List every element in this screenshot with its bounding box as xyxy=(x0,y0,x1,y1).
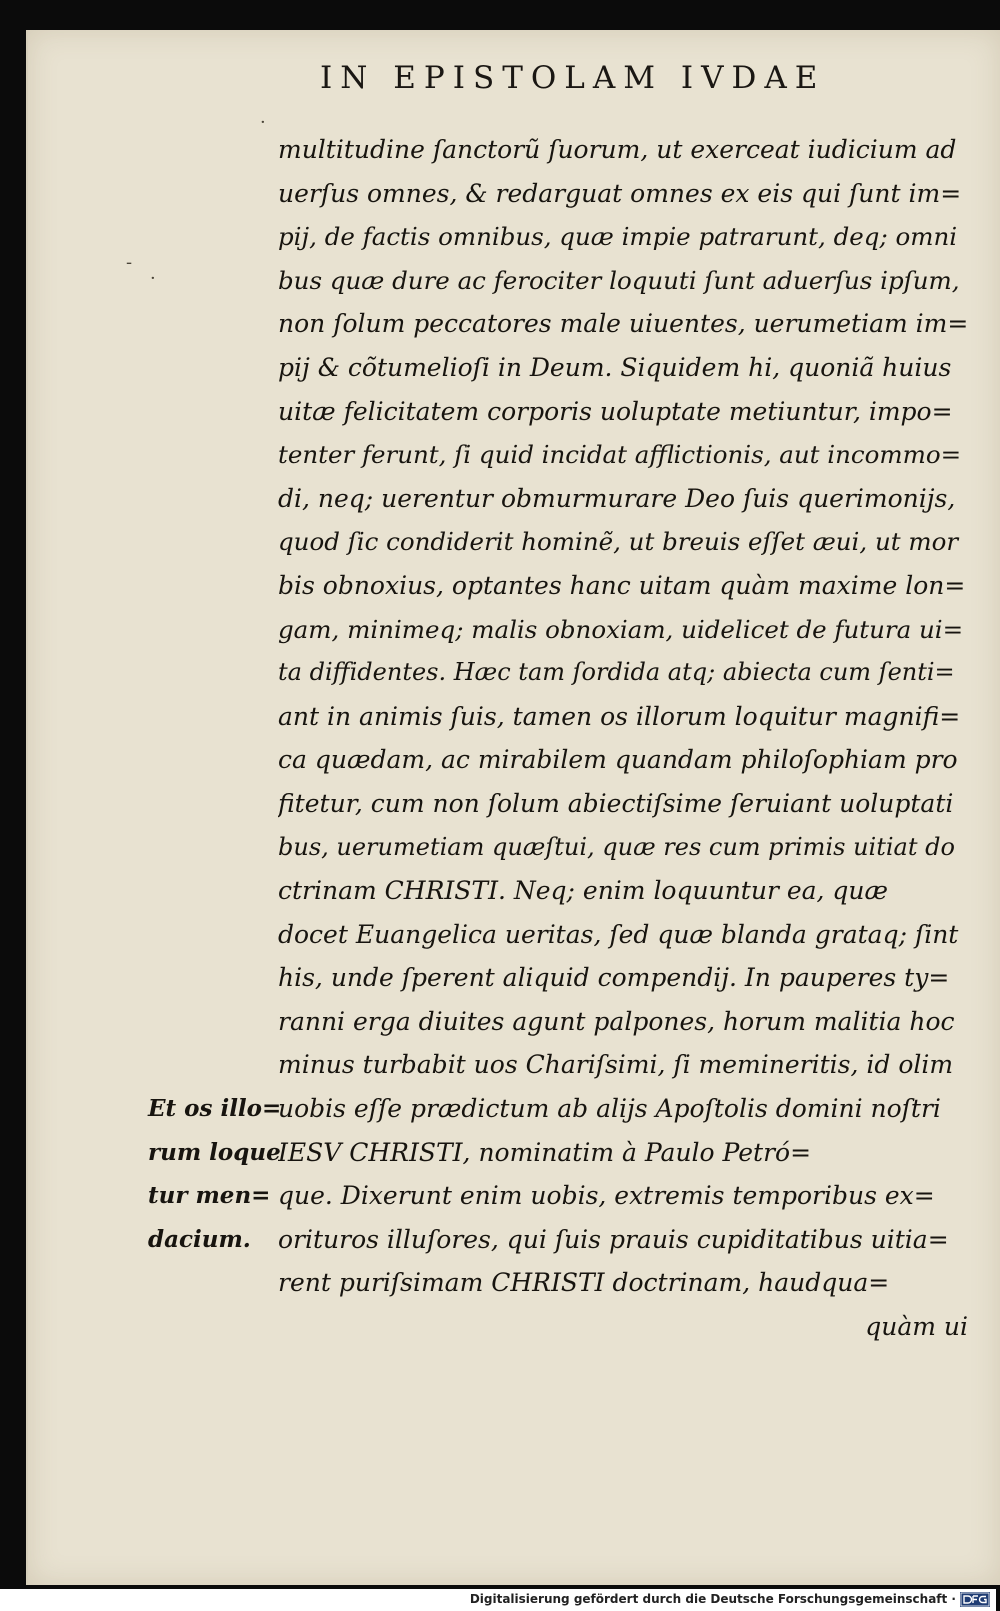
text-line: di, neq; uerentur obmurmurare Deo ſuis querimonijs, xyxy=(278,483,956,513)
text-line: orituros illuſores, qui ſuis prauis cupiditatibus uitia= xyxy=(278,1224,949,1254)
marginal-note xyxy=(148,1087,288,1261)
text-line: bus quæ dure ac ferociter loquuti ſunt aduerſus ipſum, xyxy=(278,265,960,295)
text-line: bis obnoxius, optantes hanc uitam quàm maxime lon= xyxy=(278,570,966,600)
text-line: tenter ferunt, ſi quid incidat afflictionis, aut incommo= xyxy=(278,440,962,470)
marginal-line: tur men= xyxy=(148,1182,271,1210)
text-line: ant in animis ſuis, tamen os illorum loquitur magnifi= xyxy=(278,701,961,731)
dfg-logo-icon xyxy=(960,1592,990,1607)
text-line: non ſolum peccatores male uiuentes, uerumetiam im= xyxy=(278,309,968,339)
funding-credit: Digitalisierung gefördert durch die Deutsche Forschungsgemeinschaft · xyxy=(469,1592,956,1606)
text-line: quod ſic condiderit hominẽ, ut breuis eſſet æui, ut mor xyxy=(278,527,959,557)
text-line: multitudine ſanctorũ ſuorum, ut exerceat iudicium ad xyxy=(278,135,957,164)
text-line: pij, de factis omnibus, quæ impie patrarunt, deq; omni xyxy=(278,222,958,252)
marginal-line: dacium. xyxy=(148,1225,251,1253)
text-line: pij & cõtumelioſi in Deum. Siquidem hi, quoniã huius xyxy=(278,352,952,382)
running-head: IN EPISTOLAM IVDAE xyxy=(320,60,826,96)
text-line: bus, uerumetiam quæſtui, quæ res cum primis uitiat do xyxy=(278,832,955,861)
text-line: ranni erga diuites agunt palpones, horum malitia hoc xyxy=(278,1006,955,1036)
text-line: rent puriſsimam CHRISTI doctrinam, haudqua= xyxy=(278,1268,890,1298)
text-line: que. Dixerunt enim uobis, extremis temporibus ex= xyxy=(278,1181,935,1211)
text-line: docet Euangelica ueritas, ſed quæ blanda grataq; ſint xyxy=(278,919,959,949)
text-line: ctrinam CHRISTI. Neq; enim loquuntur ea, quæ xyxy=(278,876,889,906)
footer-bar xyxy=(0,1589,996,1611)
text-line: uobis eſſe prædictum ab alijs Apoſtolis domini noſtri xyxy=(278,1094,941,1124)
text-block xyxy=(278,128,968,1349)
marginal-line: rum loque xyxy=(148,1138,281,1166)
ink-speck: - xyxy=(126,252,133,273)
ink-speck: · xyxy=(150,268,156,289)
text-line: quàm ui xyxy=(865,1312,968,1342)
text-line: ca quædam, ac mirabilem quandam philoſophiam pro xyxy=(278,745,958,775)
text-line: IESV CHRISTI, nominatim à Paulo Petró= xyxy=(278,1137,812,1167)
text-line: his, unde ſperent aliquid compendij. In pauperes ty= xyxy=(278,963,950,993)
ink-speck: · xyxy=(260,112,266,133)
text-line: gam, minimeq; malis obnoxiam, uidelicet de futura ui= xyxy=(278,614,964,644)
marginal-line: Et os illo= xyxy=(148,1095,282,1122)
text-line: ta diffidentes. Hæc tam ſordida atq; abiecta cum ſenti= xyxy=(278,658,955,687)
text-line: fitetur, cum non ſolum abiectiſsime ſeruiant uoluptati xyxy=(278,788,954,818)
text-line: uerſus omnes, & redarguat omnes ex eis qui ſunt im= xyxy=(278,178,962,208)
text-line: uitæ felicitatem corporis uoluptate metiuntur, impo= xyxy=(278,396,953,426)
text-line: minus turbabit uos Chariſsimi, ſi memineritis, id olim xyxy=(278,1050,954,1080)
